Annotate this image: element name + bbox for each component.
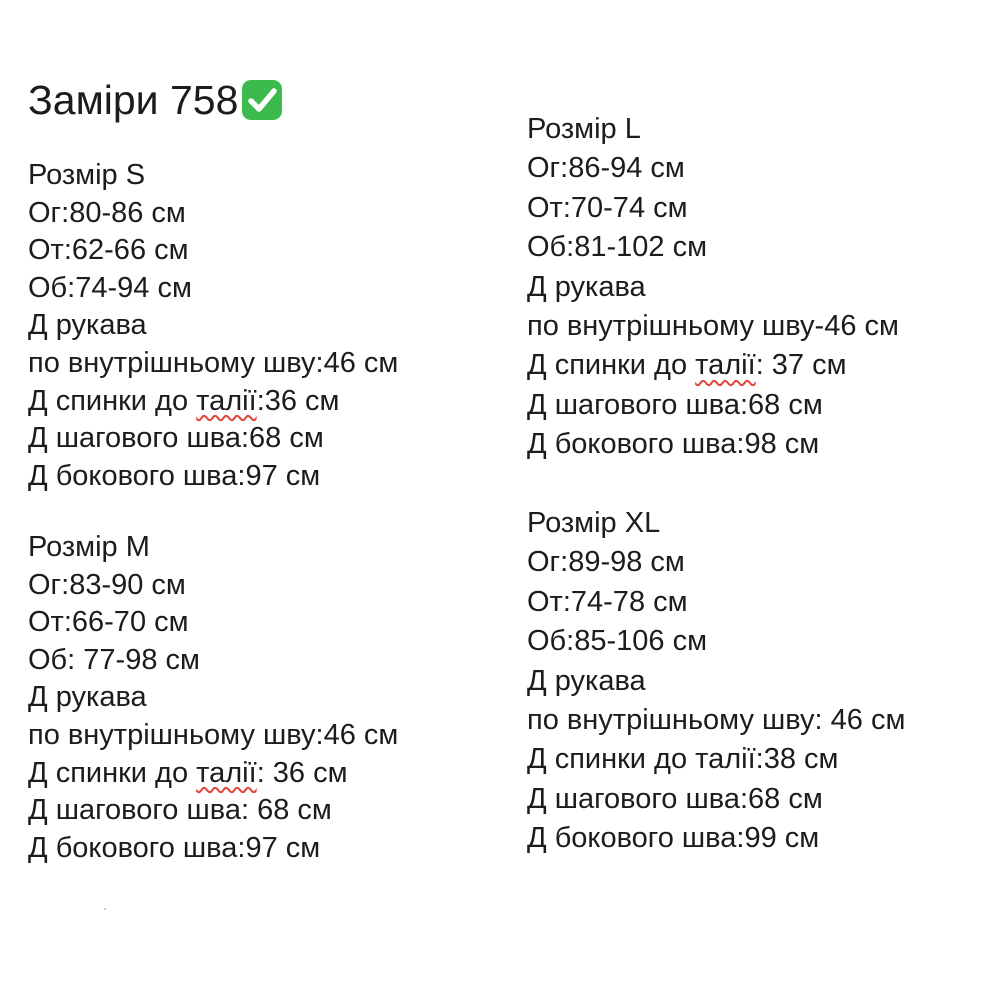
sleeve-length: по внутрішньому шву: 46 см [527,703,906,736]
size-s-block [28,157,398,495]
side-seam-length: Д бокового шва:99 см [527,822,820,855]
spellcheck-word: талії [196,756,257,789]
inseam-length: Д шагового шва:68 см [28,422,324,455]
size-heading: Розмір S [28,159,146,191]
back-length-value: :36 см [256,384,340,417]
waist-measure: От:70-74 см [527,191,688,224]
chest-measure: Ог:83-90 см [28,568,186,601]
back-length: Д спинки до талії:38 см [527,743,839,776]
waist-measure: От:74-78 см [527,585,688,618]
spellcheck-word: талії [695,349,756,382]
back-length [28,383,398,421]
back-length-prefix: Д спинки до [28,756,197,789]
size-heading: Розмір XL [527,507,661,539]
chest-measure: Ог:89-98 см [527,546,685,579]
spellcheck-word: талії [196,384,257,417]
sleeve-label: Д рукава [527,270,646,303]
sleeve-length: по внутрішньому шву:46 см [28,718,399,751]
inseam-length: Д шагового шва:68 см [527,388,823,421]
sleeve-label: Д рукава [28,681,147,714]
waist-measure: От:66-70 см [28,606,189,639]
hip-measure: Об: 77-98 см [28,643,200,676]
size-xl-block [527,504,905,859]
back-length-prefix: Д спинки до [28,384,197,417]
sleeve-label: Д рукава [28,309,147,342]
back-length-value: : 36 см [256,756,348,789]
side-seam-length: Д бокового шва:97 см [28,831,321,864]
hip-measure: Об:81-102 см [527,231,708,264]
back-length [28,755,398,793]
back-length-value: : 37 см [755,349,847,382]
size-m-block [28,529,398,867]
back-length [527,346,899,385]
sleeve-length: по внутрішньому шву:46 см [28,346,399,379]
sleeve-label: Д рукава [527,664,646,697]
inseam-length: Д шагового шва: 68 см [28,794,332,827]
page-title-text: Заміри 758 [28,77,239,123]
waist-measure: От:62-66 см [28,234,189,267]
hip-measure: Об:85-106 см [527,625,708,658]
side-seam-length: Д бокового шва:97 см [28,459,321,492]
sleeve-length: по внутрішньому шву-46 см [527,309,899,342]
size-l-block [527,110,899,465]
stray-dot [104,908,106,910]
back-length-prefix: Д спинки до [527,349,696,382]
side-seam-length: Д бокового шва:98 см [527,428,820,461]
page-title [28,74,284,126]
size-heading: Розмір L [527,113,641,145]
chest-measure: Ог:86-94 см [527,152,685,185]
inseam-length: Д шагового шва:68 см [527,782,823,815]
size-heading: Розмір M [28,531,150,563]
hip-measure: Об:74-94 см [28,271,192,304]
check-mark-button-icon [240,78,284,122]
chest-measure: Ог:80-86 см [28,196,186,229]
